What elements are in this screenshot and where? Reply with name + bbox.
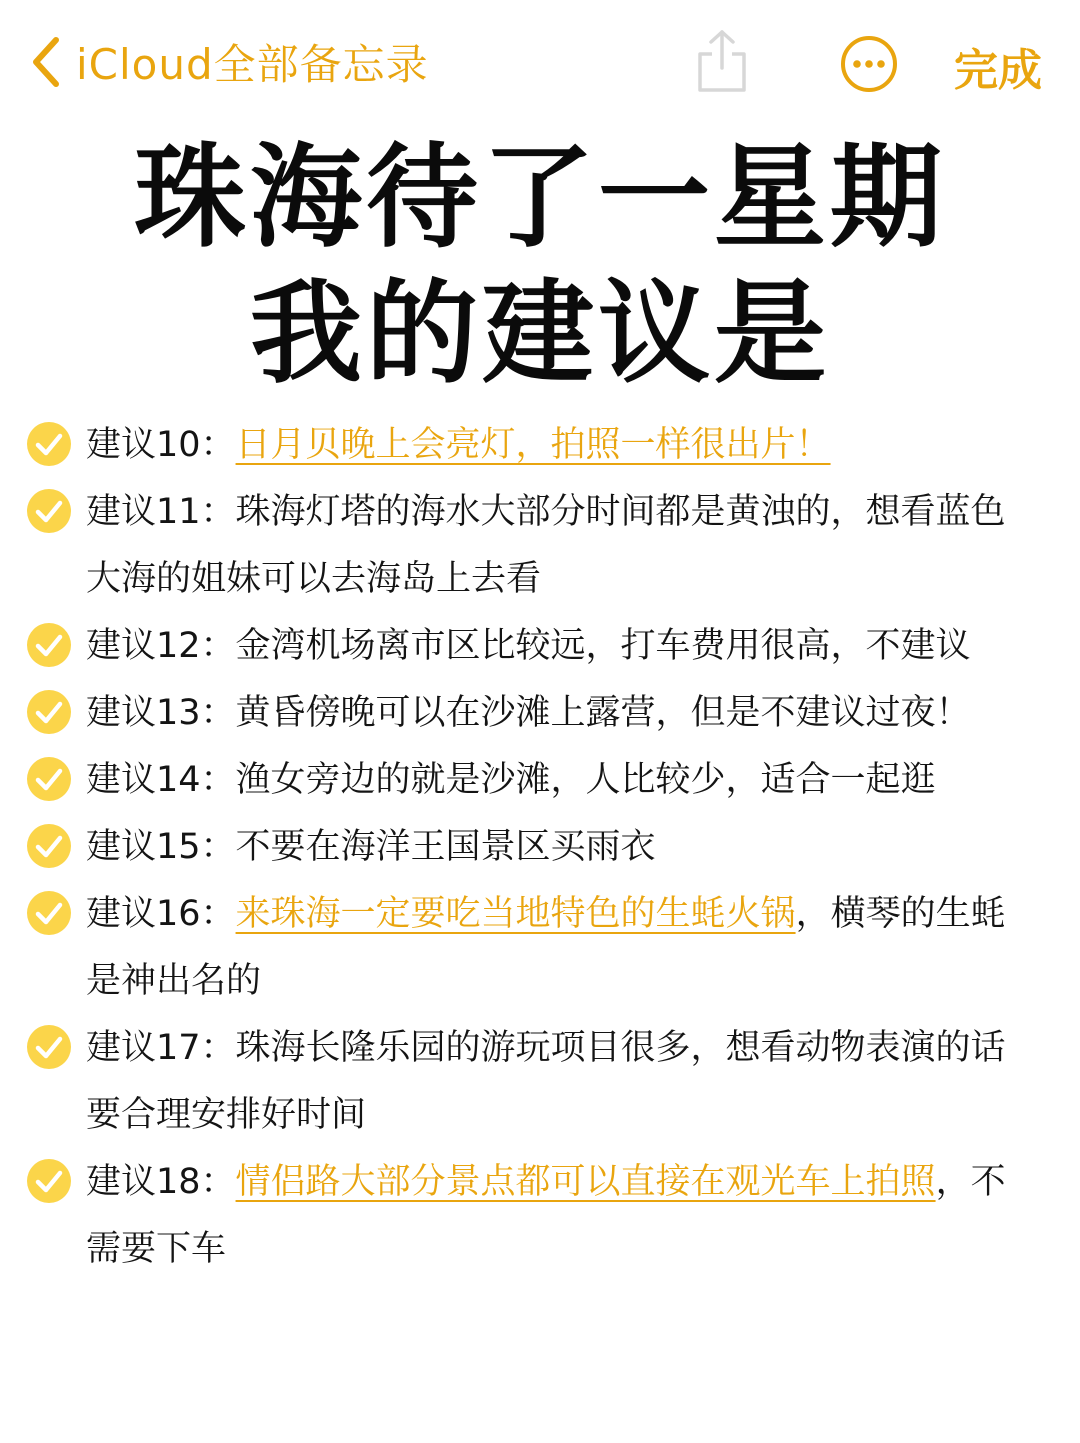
- note-title: [0, 130, 1080, 402]
- item-text: 黄昏傍晚可以在沙滩上露营，但是不建议过夜！: [235, 693, 971, 733]
- checkmark-icon[interactable]: [26, 1158, 72, 1204]
- checkmark-icon[interactable]: [26, 1024, 72, 1070]
- item-number: 建议10：: [86, 425, 236, 465]
- item-number: 建议17：: [86, 1028, 236, 1068]
- checkmark-icon[interactable]: [26, 622, 72, 668]
- chevron-left-icon: [28, 34, 62, 90]
- checkmark-icon[interactable]: [26, 756, 72, 802]
- list-item: [0, 680, 1080, 747]
- item-text: 金湾机场离市区比较远，打车费用很高，不建议: [235, 626, 971, 666]
- checkmark-icon[interactable]: [26, 421, 72, 467]
- item-text: 渔女旁边的就是沙滩，人比较少，适合一起逛: [235, 760, 936, 800]
- item-highlight: 来珠海一定要吃当地特色的生蚝火锅: [235, 894, 796, 934]
- checkmark-icon[interactable]: [26, 488, 72, 534]
- item-number: 建议11：: [86, 492, 236, 532]
- item-number: 建议18：: [86, 1162, 236, 1202]
- item-number: 建议13：: [86, 693, 236, 733]
- back-label: iCloud全部备忘录: [76, 40, 429, 89]
- list-item: [0, 747, 1080, 814]
- list-item: [0, 1149, 1080, 1283]
- checkmark-icon[interactable]: [26, 689, 72, 735]
- list-item: [0, 1015, 1080, 1149]
- checkmark-icon[interactable]: [26, 823, 72, 869]
- back-button[interactable]: [28, 30, 429, 94]
- list-item: [0, 881, 1080, 1015]
- more-icon[interactable]: [839, 34, 899, 94]
- share-icon[interactable]: [694, 28, 750, 96]
- checkmark-icon[interactable]: [26, 890, 72, 936]
- checklist: [0, 412, 1080, 1283]
- item-number: 建议12：: [86, 626, 236, 666]
- title-line-2: 我的建议是: [250, 269, 830, 399]
- item-number: 建议14：: [86, 760, 236, 800]
- item-number: 建议15：: [86, 827, 236, 867]
- list-item: [0, 412, 1080, 479]
- list-item: [0, 613, 1080, 680]
- list-item: [0, 814, 1080, 881]
- nav-bar: [0, 0, 1080, 125]
- list-item: [0, 479, 1080, 613]
- item-number: 建议16：: [86, 894, 236, 934]
- item-highlight: 日月贝晚上会亮灯，拍照一样很出片！: [235, 425, 831, 465]
- item-text: ，横琴的生蚝是神出名的: [86, 894, 1006, 1001]
- item-text: 珠海灯塔的海水大部分时间都是黄浊的，想看蓝色大海的姐妹可以去海岛上去看: [86, 492, 1006, 599]
- item-text: 不要在海洋王国景区买雨衣: [235, 827, 656, 867]
- done-button[interactable]: 完成: [954, 45, 1042, 96]
- item-text: 珠海长隆乐园的游玩项目很多，想看动物表演的话要合理安排好时间: [86, 1028, 1006, 1135]
- item-text: ，不需要下车: [86, 1162, 1006, 1269]
- item-highlight: 情侣路大部分景点都可以直接在观光车上拍照: [235, 1162, 936, 1202]
- title-line-1: 珠海待了一星期: [134, 133, 946, 263]
